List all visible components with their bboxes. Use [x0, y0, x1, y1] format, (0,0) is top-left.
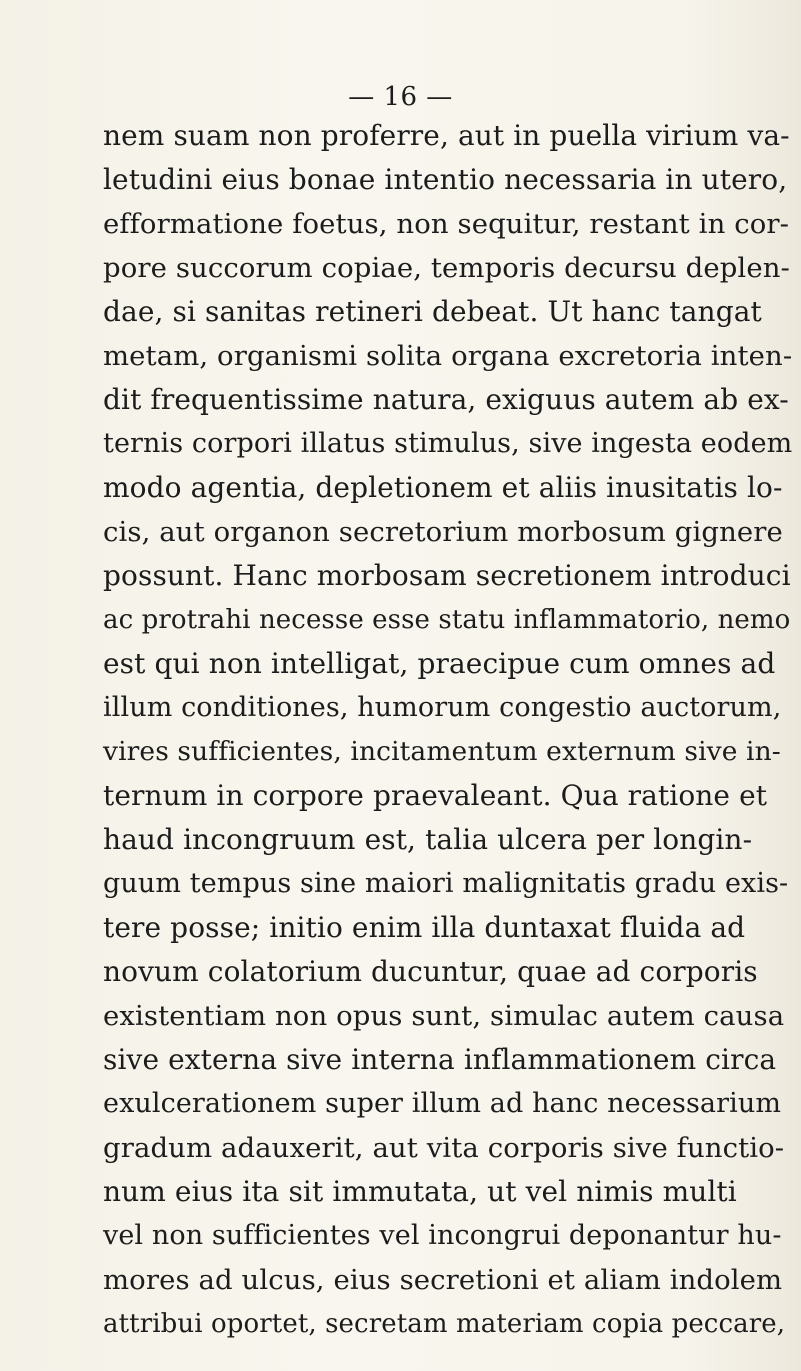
text-line: attribui oportet, secretam materiam copia peccare,	[103, 1309, 786, 1339]
text-line: pore succorum copiae, temporis decursu deplen-	[103, 252, 790, 284]
text-line: mores ad ulcus, eius secretioni et aliam indolem	[103, 1264, 783, 1296]
text-line: exulcerationem super illum ad hanc necessarium	[103, 1088, 782, 1119]
text-line: cis, aut organon secretorium morbosum gignere	[103, 516, 783, 548]
text-line: gradum adauxerit, aut vita corporis sive functio-	[103, 1132, 785, 1164]
text-line: modo agentia, depletionem et aliis inusitatis lo-	[103, 471, 783, 504]
text-line: illum conditiones, humorum congestio auctorum,	[103, 692, 782, 723]
text-line: efformatione foetus, non sequitur, restant in cor-	[103, 208, 790, 240]
text-line: nem suam non proferre, aut in puella virium va-	[103, 119, 790, 152]
text-line: num eius ita sit immutata, ut vel nimis multi	[103, 1175, 737, 1208]
text-line: ternum in corpore praevaleant. Qua ratione et	[103, 779, 768, 812]
text-line: est qui non intelligat, praecipue cum omnes ad	[103, 647, 776, 680]
text-line: possunt. Hanc morbosam secretionem introduci	[103, 559, 791, 592]
text-line: ternis corpori illatus stimulus, sive ingesta eodem	[103, 428, 793, 459]
page-number-header: — 16 —	[348, 82, 453, 112]
text-line: sive externa sive interna inflammationem circa	[103, 1043, 777, 1076]
text-line: novum colatorium ducuntur, quae ad corporis	[103, 955, 758, 988]
text-line: haud incongruum est, talia ulcera per longin-	[103, 823, 753, 856]
text-line: dit frequentissime natura, exiguus autem ab ex-	[103, 383, 789, 416]
text-line: letudini eius bonae intentio necessaria in utero,	[103, 163, 788, 196]
text-line: vires sufficientes, incitamentum externum sive in-	[103, 736, 781, 767]
text-line: dae, si sanitas retineri debeat. Ut hanc tangat	[103, 295, 762, 328]
text-line: tere posse; initio enim illa duntaxat fluida ad	[103, 911, 746, 944]
body-text	[103, 114, 793, 1346]
text-line: vel non sufficientes vel incongrui deponantur hu-	[103, 1220, 782, 1251]
text-line: guum tempus sine maiori malignitatis gradu exis-	[103, 868, 789, 899]
text-line: existentiam non opus sunt, simulac autem causa	[103, 1000, 785, 1032]
text-line: metam, organismi solita organa excretoria inten-	[103, 340, 793, 372]
text-line: ac protrahi necesse esse statu inflammatorio, nemo	[103, 605, 791, 635]
